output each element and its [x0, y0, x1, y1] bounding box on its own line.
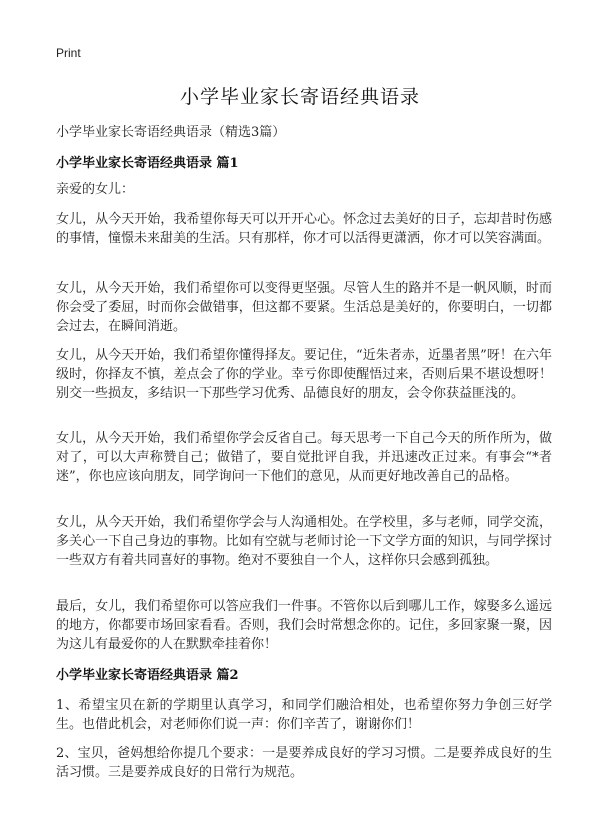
document-subtitle: 小学毕业家长寄语经典语录（精选3篇） — [56, 125, 286, 140]
paragraph: 1、希望宝贝在新的学期里认真学习，和同学们融洽相处，也希望你努力争创三好学生。也借此机会，对老师你们说一声：你们辛苦了，谢谢你们！ — [56, 698, 552, 732]
paragraph: 女儿，从今天开始，我们希望你可以变得更坚强。尽管人生的路并不是一帆风顺，时而你会受了委屈，时而你会做错事，但这都不要紧。生活总是美好的，你要明白，一切都会过去，在瞬间消逝。 — [56, 281, 552, 334]
paragraph: 女儿，从今天开始，我们希望你学会反省自己。每天思考一下自己今天的所作所为，做对了，可以大声称赞自己；做错了，要自觉批评自我，并迅速改正过来。有事会“*者迷”，你也应该向朋友，同学询问一下他们的意见，从而更好地改善自己的品格。 — [56, 431, 552, 484]
page-title: 小学毕业家长寄语经典语录 — [179, 86, 420, 108]
paragraph: 最后，女儿，我们希望你可以答应我们一件事。不管你以后到哪儿工作，嫁娶多么遥远的地方，你都要市场回家看看。否则，我们会时常想念你的。记住，多回家聚一聚，因为这儿有最爱你的人在默默牵挂着你！ — [56, 599, 552, 652]
section-heading-2: 小学毕业家长寄语经典语录 篇2 — [56, 668, 239, 683]
paragraph: 2、宝贝，爸妈想给你提几个要求：一是要养成良好的学习习惯。二是要养成良好的生活习惯。三是要养成良好的日常行为规范。 — [56, 746, 552, 780]
paragraph: 女儿，从今天开始，我们希望你学会与人沟通相处。在学校里，多与老师，同学交流，多关心一下自己身边的事物。比如有空就与老师讨论一下文学方面的知识，与同学探讨一些双方有着共同喜好的事物。绝对不要独自一个人，这样你只会感到孤独。 — [56, 515, 552, 568]
paragraph: 女儿，从今天开始，我们希望你懂得择友。要记住，“近朱者赤，近墨者黑”呀！在六年级时，你择友不慎，差点会了你的学业。幸亏你即使醒悟过来，否则后果不堪设想呀！别交一些损友，多结识一下那些学习优秀、品德良好的朋友，会令你获益匪浅的。 — [56, 348, 552, 401]
paragraph: 女儿，从今天开始，我希望你每天可以开开心心。怀念过去美好的日子，忘却昔时伤感的事情，憧憬未来甜美的生活。只有那样，你才可以活得更潇洒，你才可以笑容满面。 — [56, 212, 552, 246]
paragraph-greeting: 亲爱的女儿： — [56, 182, 135, 197]
print-link[interactable]: Print — [56, 46, 81, 60]
section-heading-1: 小学毕业家长寄语经典语录 篇1 — [56, 156, 239, 171]
